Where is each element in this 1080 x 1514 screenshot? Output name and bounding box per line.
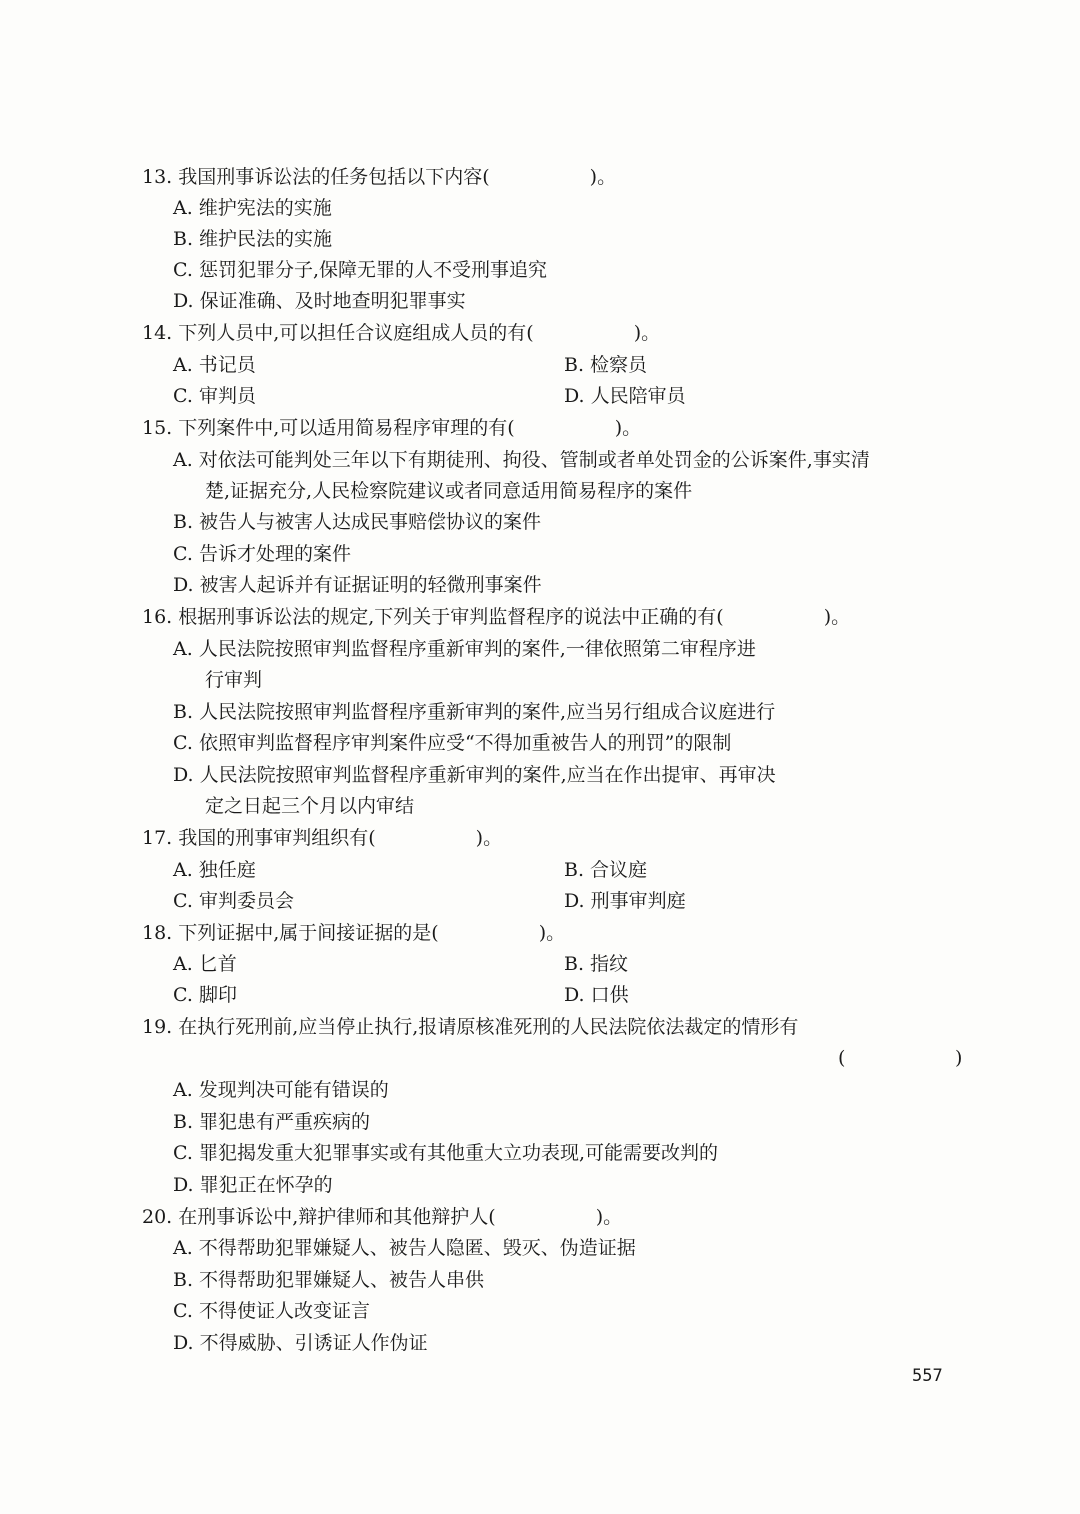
q18-option-b: B. 指纹 [564,953,629,975]
q19-answer-close: ) [955,1047,963,1069]
q15-option-a-line2: 楚,证据充分,人民检察院建议或者同意适用简易程序的案件 [205,480,693,502]
q13-option-a: A. 维护宪法的实施 [173,197,332,219]
q14-option-d: D. 人民陪审员 [564,385,686,407]
q16-option-b: B. 人民法院按照审判监督程序重新审判的案件,应当另行组成合议庭进行 [173,701,776,723]
q15-option-a-line1: A. 对依法可能判处三年以下有期徒刑、拘役、管制或者单处罚金的公诉案件,事实清 [173,449,870,471]
question-20-stem: 20. 在刑事诉讼中,辩护律师和其他辩护人( )。 [142,1206,623,1228]
question-19-stem: 19. 在执行死刑前,应当停止执行,报请原核准死刑的人民法院依法裁定的情形有 [142,1016,799,1038]
q19-answer-open: ( [838,1047,846,1069]
q17-option-a: A. 独任庭 [173,859,256,881]
q16-option-a-line2: 行审判 [205,669,263,691]
q16-option-a-line1: A. 人民法院按照审判监督程序重新审判的案件,一律依照第二审程序进 [173,638,756,660]
q13-option-c: C. 惩罚犯罪分子,保障无罪的人不受刑事追究 [173,259,547,281]
q14-option-c: C. 审判员 [173,385,256,407]
q17-option-d: D. 刑事审判庭 [564,890,686,912]
q15-option-d: D. 被害人起诉并有证据证明的轻微刑事案件 [173,574,542,596]
q14-option-a: A. 书记员 [173,354,256,376]
q13-option-b: B. 维护民法的实施 [173,228,333,250]
question-14-stem: 14. 下列人员中,可以担任合议庭组成人员的有( )。 [142,322,661,344]
q19-option-a: A. 发现判决可能有错误的 [173,1079,389,1101]
page-number: 557 [912,1366,943,1386]
q20-option-c: C. 不得使证人改变证言 [173,1300,370,1322]
q20-option-a: A. 不得帮助犯罪嫌疑人、被告人隐匿、毁灭、伪造证据 [173,1237,636,1259]
q16-option-d-line1: D. 人民法院按照审判监督程序重新审判的案件,应当在作出提审、再审决 [173,764,776,786]
q18-option-c: C. 脚印 [173,984,237,1006]
q20-option-b: B. 不得帮助犯罪嫌疑人、被告人串供 [173,1269,485,1291]
q15-option-b: B. 被告人与被害人达成民事赔偿协议的案件 [173,511,542,533]
q16-option-d-line2: 定之日起三个月以内审结 [205,795,415,817]
q19-option-c: C. 罪犯揭发重大犯罪事实或有其他重大立功表现,可能需要改判的 [173,1142,718,1164]
q16-option-c: C. 依照审判监督程序审判案件应受“不得加重被告人的刑罚”的限制 [173,732,732,754]
q18-option-d: D. 口供 [564,984,629,1006]
q18-option-a: A. 匕首 [173,953,237,975]
q17-option-c: C. 审判委员会 [173,890,294,912]
question-16-stem: 16. 根据刑事诉讼法的规定,下列关于审判监督程序的说法中正确的有( )。 [142,606,851,628]
q13-option-d: D. 保证准确、及时地查明犯罪事实 [173,290,466,312]
question-18-stem: 18. 下列证据中,属于间接证据的是( )。 [142,922,566,944]
q19-option-d: D. 罪犯正在怀孕的 [173,1174,333,1196]
q15-option-c: C. 告诉才处理的案件 [173,543,351,565]
q14-option-b: B. 检察员 [564,354,648,376]
question-13-stem: 13. 我国刑事诉讼法的任务包括以下内容( )。 [142,166,617,188]
question-17-stem: 17. 我国的刑事审判组织有( )。 [142,827,503,849]
question-15-stem: 15. 下列案件中,可以适用简易程序审理的有( )。 [142,417,642,439]
q19-option-b: B. 罪犯患有严重疾病的 [173,1111,371,1133]
q20-option-d: D. 不得威胁、引诱证人作伪证 [173,1332,428,1354]
q17-option-b: B. 合议庭 [564,859,648,881]
